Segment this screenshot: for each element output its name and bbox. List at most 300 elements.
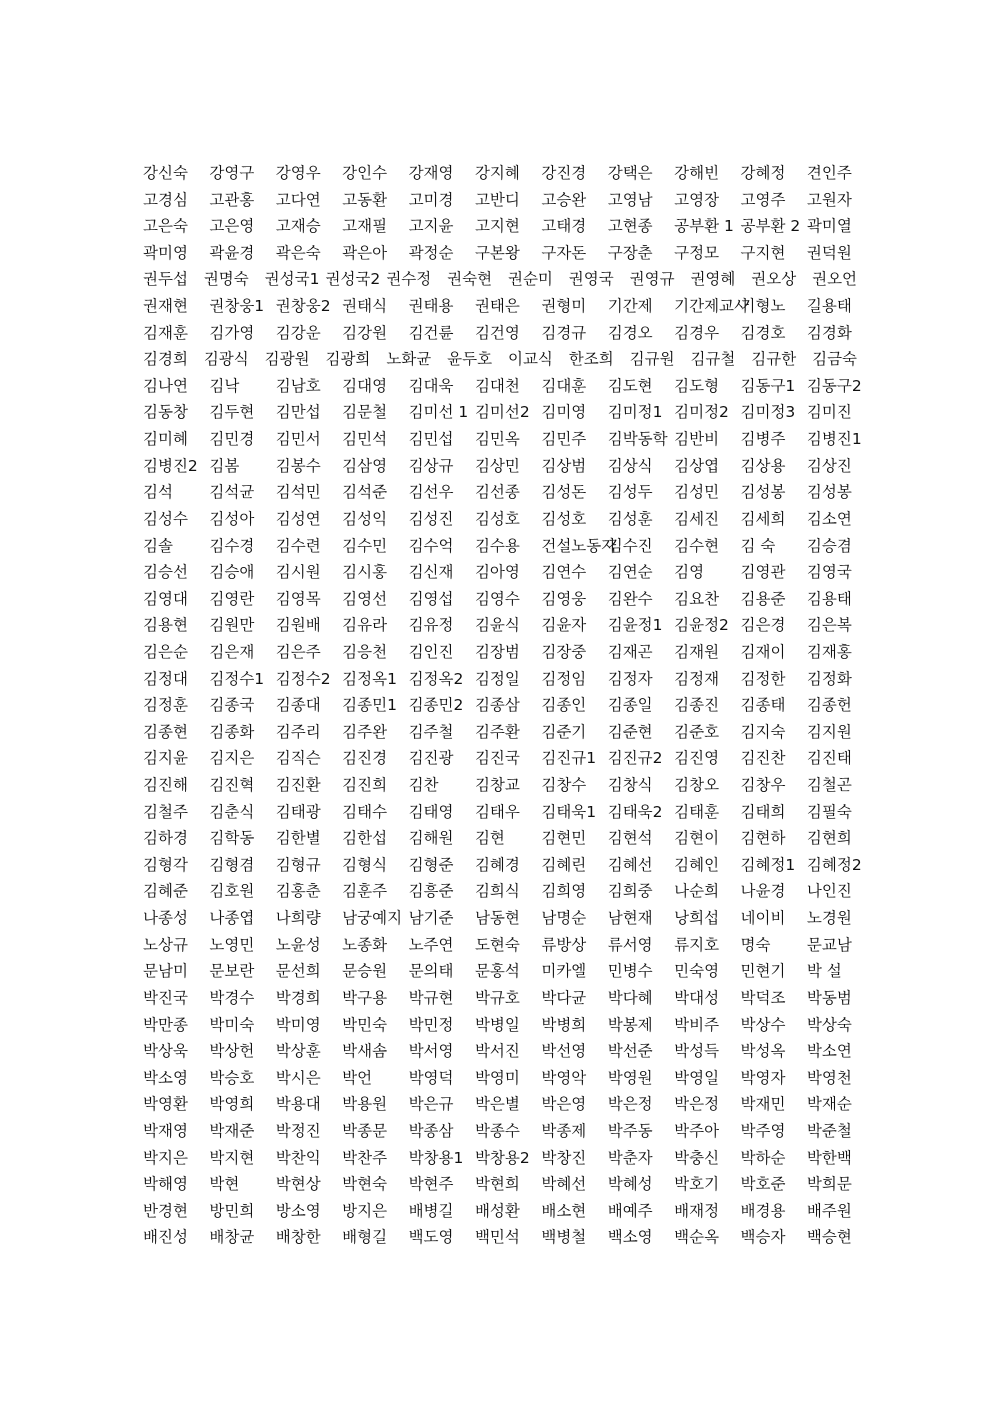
name-row	[143, 399, 873, 426]
name-entry: 김정재	[674, 669, 720, 688]
name-entry: 김은재	[209, 642, 255, 661]
name-entry: 김종인	[541, 696, 587, 715]
name-entry: 배병길	[408, 1201, 454, 1220]
name-entry: 김영관	[740, 563, 786, 582]
name-entry: 구정모	[674, 243, 720, 262]
name-entry: 김석균	[209, 483, 255, 502]
name-entry: 김금숙	[812, 350, 858, 369]
name-entry: 배소현	[541, 1201, 587, 1220]
name-entry: 박종수	[474, 1121, 520, 1140]
name-entry: 남동현	[474, 909, 520, 928]
name-entry: 김진영	[674, 749, 720, 768]
name-entry: 김봉수	[275, 456, 321, 475]
name-entry: 김미정2	[674, 403, 729, 422]
name-entry: 나윤경	[740, 882, 786, 901]
name-entry: 김재이	[740, 642, 786, 661]
name-entry: 네이비	[740, 909, 786, 928]
name-entry: 김지은	[209, 749, 255, 768]
name-entry: 김준현	[607, 722, 653, 741]
name-entry: 박진국	[143, 988, 188, 1007]
name-entry: 김민주	[541, 430, 587, 449]
name-entry: 박재민	[740, 1095, 786, 1114]
name-entry: 박덕조	[740, 988, 786, 1007]
name-entry: 김진희	[342, 776, 388, 795]
name-row	[143, 692, 873, 719]
name-entry: 박서진	[474, 1042, 520, 1061]
name-entry: 김태우	[474, 802, 520, 821]
name-entry: 김경희	[143, 350, 188, 369]
name-entry: 박미영	[275, 1015, 321, 1034]
name-entry: 박언	[342, 1068, 373, 1087]
name-entry: 김종삼	[474, 696, 520, 715]
name-entry: 김하경	[143, 829, 188, 848]
name-entry: 김시홍	[342, 563, 388, 582]
name-entry: 김한섭	[342, 829, 388, 848]
name-entry: 김도현	[607, 376, 653, 395]
name-entry: 김정화	[806, 669, 852, 688]
name-entry: 박봉제	[607, 1015, 653, 1034]
name-entry: 구본왕	[474, 243, 520, 262]
name-entry: 강인수	[342, 164, 388, 182]
name-entry: 김규철	[690, 350, 736, 369]
name-row	[143, 373, 873, 400]
name-entry: 박동범	[806, 988, 852, 1007]
name-entry: 권순미	[507, 270, 553, 289]
name-entry: 노상규	[143, 935, 188, 954]
name-entry: 박춘자	[607, 1148, 653, 1167]
name-row	[143, 240, 873, 267]
name-entry: 권성국1	[264, 270, 320, 289]
name-entry: 김동구2	[806, 376, 862, 395]
name-entry: 김용현	[143, 616, 188, 635]
name-entry: 김시원	[275, 563, 321, 582]
name-entry: 김경호	[740, 323, 786, 342]
name-entry: 남기준	[408, 909, 454, 928]
name-entry: 김원만	[209, 616, 255, 635]
name-entry: 김수용	[474, 536, 520, 555]
name-entry: 김영	[674, 563, 705, 582]
name-entry: 박한백	[806, 1148, 852, 1167]
name-entry: 박경수	[209, 988, 255, 1007]
name-entry: 류지호	[674, 935, 720, 954]
name-entry: 류방상	[541, 935, 587, 954]
name-entry: 김진규2	[607, 749, 663, 768]
name-entry: 김유라	[342, 616, 388, 635]
name-entry: 문남미	[143, 962, 188, 981]
name-entry: 나희량	[275, 909, 321, 928]
name-entry: 미카엘	[541, 962, 587, 981]
name-entry: 김창우	[740, 776, 786, 795]
name-entry: 김현	[474, 829, 505, 848]
name-entry: 박민숙	[342, 1015, 388, 1034]
name-entry: 박주아	[674, 1121, 720, 1140]
name-row	[143, 719, 873, 746]
name-entry: 박규호	[474, 988, 520, 1007]
name-entry: 김신재	[408, 563, 454, 582]
name-entry: 김재원	[674, 642, 720, 661]
name-entry: 김경오	[607, 323, 653, 342]
name-entry: 김상민	[474, 456, 520, 475]
name-entry: 박서영	[408, 1042, 454, 1061]
name-entry: 노경원	[806, 909, 852, 928]
name-entry: 김진광	[408, 749, 454, 768]
name-list	[143, 160, 873, 1251]
name-entry: 김낙	[209, 376, 240, 395]
name-entry: 고다연	[275, 190, 321, 209]
name-entry: 배예주	[607, 1201, 653, 1220]
name-entry: 박준철	[806, 1121, 852, 1140]
name-entry: 박새솜	[342, 1042, 388, 1061]
name-entry: 김재곤	[607, 642, 653, 661]
name-entry: 김미진	[806, 403, 852, 422]
name-entry: 박비주	[674, 1015, 720, 1034]
name-entry: 권형미	[541, 297, 587, 316]
name-entry: 박재준	[209, 1121, 255, 1140]
name-entry: 배창균	[209, 1228, 255, 1247]
name-entry: 고지현	[474, 217, 520, 236]
name-entry: 박은규	[408, 1095, 454, 1114]
name-entry: 김진경	[342, 749, 388, 768]
name-row	[143, 479, 873, 506]
name-entry: 박은영	[541, 1095, 587, 1114]
name-entry: 고재필	[342, 217, 388, 236]
name-entry: 김종헌	[806, 696, 852, 715]
name-entry: 김선우	[408, 483, 454, 502]
name-entry: 김만섭	[275, 403, 321, 422]
name-row	[143, 1038, 873, 1065]
name-entry: 김성진	[408, 509, 454, 528]
name-entry: 구자돈	[541, 243, 587, 262]
name-entry: 김정일	[474, 669, 520, 688]
name-entry: 김필숙	[806, 802, 852, 821]
name-entry: 박현주	[408, 1175, 454, 1194]
name-row	[143, 825, 873, 852]
name-entry: 김남호	[275, 376, 321, 395]
name-entry: 김주리	[275, 722, 321, 741]
name-entry: 김승애	[209, 563, 255, 582]
name-entry: 김종대	[275, 696, 321, 715]
name-entry: 노화균	[386, 350, 432, 369]
name-entry: 김춘식	[209, 802, 255, 821]
name-entry: 김강원	[342, 323, 388, 342]
name-entry: 김미정3	[740, 403, 796, 422]
name-entry: 박현상	[275, 1175, 321, 1194]
name-entry: 김창오	[674, 776, 720, 795]
name-entry: 고동환	[342, 190, 388, 209]
name-entry: 배주원	[806, 1201, 852, 1220]
name-entry: 강해빈	[674, 164, 720, 182]
name-entry: 김진태	[806, 749, 852, 768]
name-entry: 권영혜	[690, 270, 736, 289]
name-entry: 김원배	[275, 616, 321, 635]
name-entry: 김솔	[143, 536, 173, 555]
name-entry: 박규현	[408, 988, 454, 1007]
name-entry: 김태욱2	[607, 802, 663, 821]
name-entry: 김민석	[342, 430, 388, 449]
name-entry: 박성득	[674, 1042, 720, 1061]
name-entry: 배형길	[342, 1228, 388, 1247]
name-entry: 김진규1	[541, 749, 597, 768]
name-entry: 김미혜	[143, 430, 188, 449]
name-entry: 김종진	[674, 696, 720, 715]
name-entry: 김진환	[275, 776, 321, 795]
name-entry: 김수억	[408, 536, 454, 555]
name-entry: 김정자	[607, 669, 653, 688]
name-row	[143, 1012, 873, 1039]
name-entry: 김동구1	[740, 376, 796, 395]
name-entry: 김아영	[474, 563, 520, 582]
name-entry: 김민서	[275, 430, 321, 449]
name-entry: 김석	[143, 483, 173, 502]
name-row	[143, 533, 873, 560]
name-entry: 김주철	[408, 722, 454, 741]
name-entry: 김수진	[607, 536, 653, 555]
name-entry: 김도형	[674, 376, 720, 395]
name-entry: 백민석	[474, 1228, 520, 1247]
name-entry: 강진경	[541, 164, 587, 182]
name-entry: 고승완	[541, 190, 587, 209]
name-entry: 김지숙	[740, 722, 786, 741]
name-entry: 김정옥1	[342, 669, 397, 688]
name-entry: 김형식	[342, 855, 388, 874]
name-entry: 김소연	[806, 509, 852, 528]
name-entry: 고재승	[275, 217, 321, 236]
name-entry: 김태욱1	[541, 802, 597, 821]
name-entry: 권태식	[342, 297, 388, 316]
name-entry: 김창수	[541, 776, 587, 795]
name-entry: 나인진	[806, 882, 852, 901]
name-entry: 김은주	[275, 642, 321, 661]
name-entry: 김응천	[342, 642, 388, 661]
name-entry: 김성두	[607, 483, 653, 502]
name-entry: 김형겸	[209, 855, 255, 874]
name-entry: 김흥준	[408, 882, 454, 901]
name-entry: 김 숙	[740, 536, 776, 555]
name-entry: 배재정	[674, 1201, 720, 1220]
name-entry: 김삼영	[342, 456, 388, 475]
name-entry: 김미선 1	[408, 403, 469, 422]
name-entry: 길용태	[806, 297, 852, 316]
name-entry: 김정수2	[275, 669, 331, 688]
name-entry: 노윤성	[275, 935, 321, 954]
name-entry: 박지현	[209, 1148, 255, 1167]
name-entry: 김영수	[474, 589, 520, 608]
name-entry: 박상숙	[806, 1015, 852, 1034]
name-entry: 박다균	[541, 988, 587, 1007]
name-entry: 배창한	[275, 1228, 321, 1247]
name-entry: 김수현	[674, 536, 720, 555]
name-entry: 김완수	[607, 589, 653, 608]
name-entry: 기간제	[607, 297, 653, 316]
name-entry: 박상훈	[275, 1042, 321, 1061]
name-entry: 권영국	[568, 270, 614, 289]
name-entry: 박충신	[674, 1148, 720, 1167]
name-entry: 고영장	[674, 190, 720, 209]
name-entry: 박용원	[342, 1095, 388, 1114]
name-entry: 김주완	[342, 722, 388, 741]
name-entry: 박선영	[541, 1042, 587, 1061]
name-entry: 김현민	[541, 829, 587, 848]
name-entry: 김성봉	[740, 483, 786, 502]
name-entry: 박호기	[674, 1175, 720, 1194]
name-entry: 박민정	[408, 1015, 454, 1034]
name-entry: 박창용2	[474, 1148, 530, 1167]
name-entry: 구지현	[740, 243, 786, 262]
name-entry: 김진혁	[209, 776, 255, 795]
name-entry: 김민섭	[408, 430, 454, 449]
name-entry: 박종문	[342, 1121, 388, 1140]
name-entry: 강영구	[209, 164, 255, 182]
name-entry: 고현종	[607, 217, 653, 236]
name-entry: 김혜정2	[806, 855, 862, 874]
name-entry: 김지윤	[143, 749, 188, 768]
name-entry: 노영민	[209, 935, 255, 954]
name-entry: 김대영	[342, 376, 388, 395]
name-entry: 백승자	[740, 1228, 786, 1247]
name-entry: 반경현	[143, 1201, 188, 1220]
name-entry: 박영자	[740, 1068, 786, 1087]
name-entry: 곽은아	[342, 243, 388, 262]
name-entry: 김성호	[541, 509, 587, 528]
name-entry: 김상용	[740, 456, 786, 475]
name-entry: 배성환	[474, 1201, 520, 1220]
name-entry: 김종일	[607, 696, 653, 715]
name-entry: 김은경	[740, 616, 786, 635]
name-entry: 박성옥	[740, 1042, 786, 1061]
name-entry: 고은숙	[143, 217, 188, 236]
name-entry: 윤두호	[447, 350, 493, 369]
name-entry: 김박동학	[607, 430, 668, 449]
name-entry: 이교식	[507, 350, 553, 369]
name-entry: 고영주	[740, 190, 786, 209]
name-entry: 박시은	[275, 1068, 321, 1087]
name-entry: 박만종	[143, 1015, 188, 1034]
name-entry: 김진해	[143, 776, 188, 795]
name-entry: 김지원	[806, 722, 852, 741]
name-entry: 김경우	[674, 323, 720, 342]
name-entry: 김성훈	[607, 509, 653, 528]
name-entry: 김성수	[143, 509, 188, 528]
name-entry: 김광식	[203, 350, 249, 369]
name-entry: 권태은	[474, 297, 520, 316]
name-entry: 박영악	[541, 1068, 587, 1087]
name-entry: 김윤정1	[607, 616, 663, 635]
name-entry: 배진성	[143, 1228, 188, 1247]
name-entry: 박해영	[143, 1175, 188, 1194]
name-entry: 공부환 2	[740, 217, 801, 236]
name-entry: 권태용	[408, 297, 454, 316]
name-entry: 곽윤경	[209, 243, 255, 262]
name-entry: 김진찬	[740, 749, 786, 768]
name-entry: 김훈주	[342, 882, 388, 901]
name-entry: 고관홍	[209, 190, 255, 209]
name-entry: 남현재	[607, 909, 653, 928]
name-row	[143, 745, 873, 772]
name-entry: 김성돈	[541, 483, 587, 502]
name-entry: 김수민	[342, 536, 388, 555]
name-entry: 도현숙	[474, 935, 520, 954]
name-entry: 김성연	[275, 509, 321, 528]
name-entry: 박용대	[275, 1095, 321, 1114]
name-entry: 권숙현	[447, 270, 493, 289]
name-entry: 김정대	[143, 669, 188, 688]
name-entry: 박상헌	[209, 1042, 255, 1061]
name-row	[143, 586, 873, 613]
name-entry: 남명순	[541, 909, 587, 928]
name-entry: 김정옥2	[408, 669, 464, 688]
name-entry: 김태훈	[674, 802, 720, 821]
name-entry: 박소영	[143, 1068, 188, 1087]
name-entry: 김철주	[143, 802, 188, 821]
name-row	[143, 639, 873, 666]
name-entry: 김형준	[408, 855, 454, 874]
name-entry: 곽미영	[143, 243, 188, 262]
name-entry: 박영미	[474, 1068, 520, 1087]
name-entry: 권창웅1	[209, 297, 265, 316]
name-entry: 김혜정1	[740, 855, 796, 874]
name-entry: 김종현	[143, 722, 188, 741]
name-entry: 김규원	[629, 350, 675, 369]
name-entry: 김반비	[674, 430, 720, 449]
name-entry: 고은영	[209, 217, 255, 236]
name-entry: 김혜선	[607, 855, 653, 874]
name-entry: 권명숙	[203, 270, 249, 289]
name-entry: 김인진	[408, 642, 454, 661]
name-entry: 김민경	[209, 430, 255, 449]
name-entry: 기형노	[740, 297, 786, 316]
name-entry: 백소영	[607, 1228, 653, 1247]
name-entry: 박영덕	[408, 1068, 454, 1087]
name-entry: 김동창	[143, 403, 188, 422]
name-row	[143, 213, 873, 240]
name-entry: 김형규	[275, 855, 321, 874]
name-entry: 박영원	[607, 1068, 653, 1087]
name-entry: 박희문	[806, 1175, 852, 1194]
name-entry: 노종화	[342, 935, 388, 954]
name-entry: 김세진	[674, 509, 720, 528]
name-entry: 문홍석	[474, 962, 520, 981]
name-entry: 박상욱	[143, 1042, 188, 1061]
name-entry: 한조희	[568, 350, 614, 369]
name-entry: 강영우	[275, 164, 321, 182]
name-entry: 김상엽	[674, 456, 720, 475]
name-entry: 권재현	[143, 297, 188, 316]
name-entry: 강재영	[408, 164, 454, 182]
name-entry: 구장춘	[607, 243, 653, 262]
name-entry: 백승현	[806, 1228, 852, 1247]
name-entry: 권창웅2	[275, 297, 331, 316]
name-entry: 김혜린	[541, 855, 587, 874]
name-entry: 김봄	[209, 456, 240, 475]
name-entry: 박창용1	[408, 1148, 464, 1167]
name-entry: 김혜인	[674, 855, 720, 874]
name-entry: 김현이	[674, 829, 720, 848]
name-entry: 노주연	[408, 935, 454, 954]
name-entry: 권덕원	[806, 243, 852, 262]
name-row	[143, 1145, 873, 1172]
name-entry: 김영목	[275, 589, 321, 608]
name-entry: 문의태	[408, 962, 454, 981]
name-row	[143, 160, 873, 187]
name-entry: 문승원	[342, 962, 388, 981]
name-entry: 김수경	[209, 536, 255, 555]
name-entry: 박승호	[209, 1068, 255, 1087]
name-entry: 김미영	[541, 403, 587, 422]
name-row	[143, 453, 873, 480]
name-entry: 김강운	[275, 323, 321, 342]
name-entry: 김석준	[342, 483, 388, 502]
name-entry: 김장중	[541, 642, 587, 661]
